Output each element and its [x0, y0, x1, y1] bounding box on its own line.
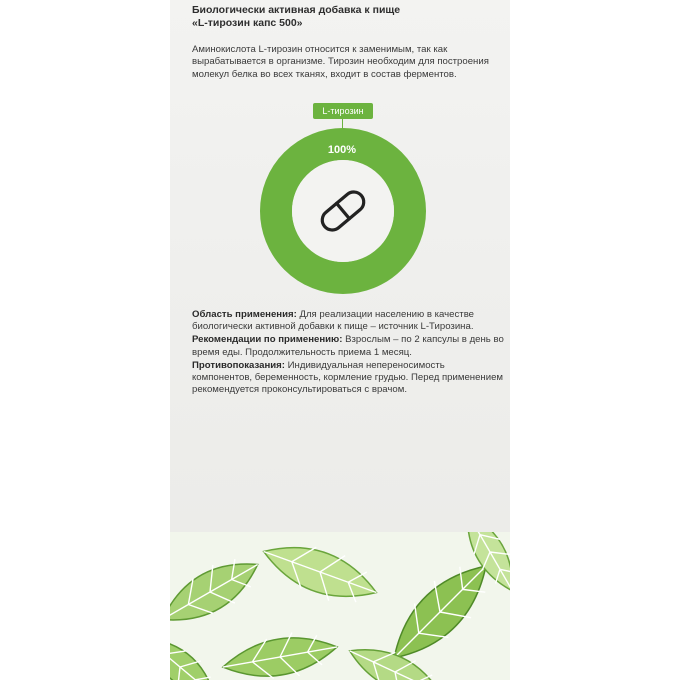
chart-legend-label: L-тирозин — [313, 103, 373, 119]
product-label-panel — [170, 0, 510, 680]
application-area-text: Для реализации населению в качестве биологически активной добавки к пище – источник L-Тирозина. — [192, 309, 475, 333]
contraindications-label: Противопоказания: — [192, 359, 285, 371]
contraindications — [192, 360, 504, 397]
title-line-1: Биологически активная добавка к пище — [192, 4, 401, 16]
chart-value-label: 100% — [327, 144, 357, 156]
application-area — [192, 309, 504, 334]
usage-text: Взрослым – по 2 капсулы в день во время еды. Продолжительность приема 1 месяц. — [192, 334, 504, 358]
leaf-pattern-decoration — [170, 532, 510, 680]
usage-recommendations — [192, 334, 504, 359]
intro-paragraph: Аминокислота L-тирозин относится к заменимым, так как вырабатывается в организме. Тирозин необходим для построения молекул белка во всех тканях, входит в состав ферментов. — [192, 44, 489, 80]
usage-label: Рекомендации по применению: — [192, 334, 343, 346]
application-area-label: Область применения: — [192, 309, 297, 320]
usage-info-block — [192, 309, 504, 397]
title-line-2: «L-тирозин капс 500» — [192, 17, 303, 29]
contraindications-text: Индивидуальная непереносимость компонентов, беременность, кормление грудью. Перед применением рекомендуется проконсультироваться с врачом. — [192, 359, 504, 396]
product-title — [192, 4, 492, 30]
